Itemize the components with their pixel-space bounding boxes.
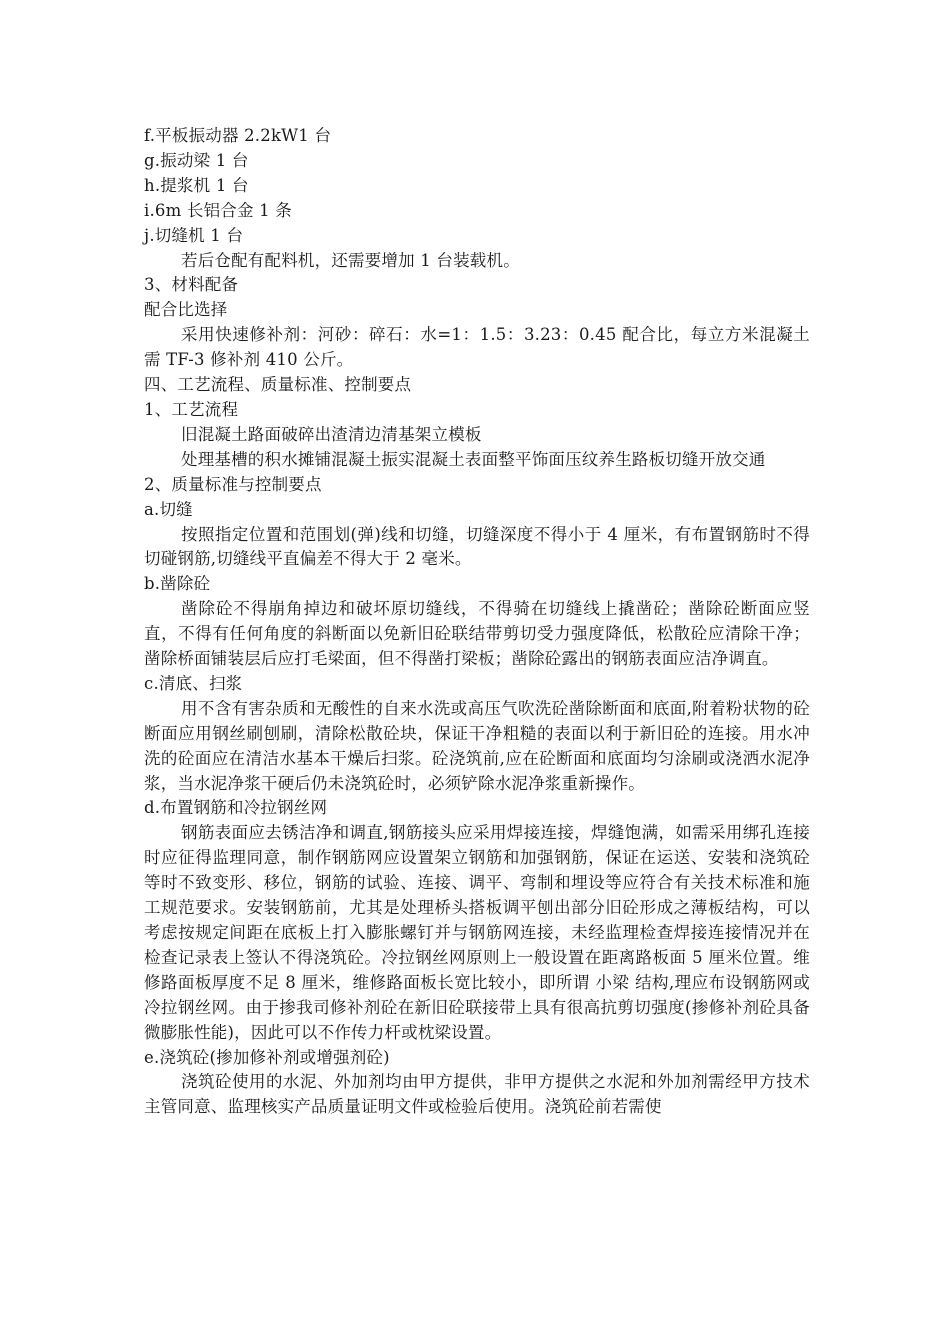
item-heading-b: b.凿除砼 (144, 574, 211, 594)
item-heading-d: d.布置钢筋和冷拉钢丝网 (144, 798, 328, 818)
paragraph-process-flow-1: 旧混凝土路面破碎出渣清边清基架立模板 (181, 424, 482, 444)
paragraph-cutting: 按照指定位置和范围划(弹)线和切缝，切缝深度不得小于 4 厘米，有布置钢筋时不得切碰钢筋,切缝线平直偏差不得大于 2 毫米。 (144, 524, 810, 569)
section-heading-process: 四、工艺流程、质量标准、控制要点 (144, 375, 412, 395)
list-item-h: h.提浆机 1 台 (144, 175, 249, 195)
paragraph-rebar: 钢筋表面应去锈洁净和调直,钢筋接头应采用焊接连接，焊缝饱满，如需采用绑孔连接时应征得监理同意，制作钢筋网应设置架立钢筋和加强钢筋，保证在运送、安装和浇筑砼等时不致变形、移位，钢筋的试验、连接、调平、弯制和埋设等应符合有关技术标准和施工规范要求。安装钢筋前，尤其是处理桥头搭板调平刨出部分旧砼形成之薄板结构，可以考虑按规定间距在底板上打入膨胀螺钉并与钢筋网连接，未经监理检查焊接连接情况并在检查记录表上签认不得浇筑砼。冷拉钢丝网原则上一般设置在距离路板面 5 厘米位置。维修路面板厚度不足 8 厘米，维修路面板长宽比较小，即所谓 小梁 结构,理应布设钢筋网或冷拉钢丝网。由于掺我司修补剂砼在新旧砼联接带上具有很高抗剪切强度(掺修补剂砼具备微膨胀性能)，因此可以不作传力杆或枕梁设置。 (144, 823, 810, 1042)
subheading-quality: 2、质量标准与控制要点 (144, 474, 322, 494)
subheading-process-flow: 1、工艺流程 (144, 399, 239, 419)
list-item-f: f.平板振动器 2.2kW1 台 (144, 126, 332, 145)
item-heading-c: c.清底、扫浆 (144, 673, 243, 693)
item-heading-e: e.浇筑砼(掺加修补剂或增强剂砼) (144, 1047, 390, 1067)
list-item-j: j.切缝机 1 台 (144, 225, 244, 245)
paragraph-loader-note: 若后仓配有配料机，还需要增加 1 台装载机。 (181, 250, 520, 270)
list-item-i: i.6m 长铝合金 1 条 (144, 200, 292, 220)
list-item-g: g.振动梁 1 台 (144, 150, 249, 170)
section-heading-materials: 3、材料配备 (144, 275, 239, 295)
paragraph-pouring: 浇筑砼使用的水泥、外加剂均由甲方提供，非甲方提供之水泥和外加剂需经甲方技术主管同意、监理核实产品质量证明文件或检验后使用。浇筑砼前若需使 (144, 1072, 810, 1117)
item-heading-a: a.切缝 (144, 499, 193, 519)
paragraph-mix-ratio: 采用快速修补剂：河砂：碎石：水=1：1.5：3.23：0.45 配合比，每立方米混凝土需 TF-3 修补剂 410 公斤。 (144, 325, 810, 370)
document-body (144, 124, 810, 1120)
paragraph-process-flow-2: 处理基槽的积水摊铺混凝土振实混凝土表面整平饰面压纹养生路板切缝开放交通 (181, 449, 766, 469)
subheading-mix-ratio: 配合比选择 (144, 300, 228, 320)
paragraph-cleaning: 用不含有害杂质和无酸性的自来水洗或高压气吹洗砼凿除断面和底面,附着粉状物的砼断面应用钢丝刷刨刷，清除松散砼块，保证干净粗糙的表面以利于新旧砼的连接。用水冲洗的砼面应在清洁水基本干燥后扫浆。砼浇筑前,应在砼断面和底面均匀涂刷或浇洒水泥净浆，当水泥净浆干硬后仍未浇筑砼时，必须铲除水泥净浆重新操作。 (144, 698, 810, 793)
paragraph-chiseling: 凿除砼不得崩角掉边和破坏原切缝线，不得骑在切缝线上撬凿砼；凿除砼断面应竖直，不得有任何角度的斜断面以免新旧砼联结带剪切受力强度降低，松散砼应清除干净；凿除桥面铺装层后应打毛梁面，但不得凿打梁板；凿除砼露出的钢筋表面应洁净调直。 (144, 599, 810, 669)
